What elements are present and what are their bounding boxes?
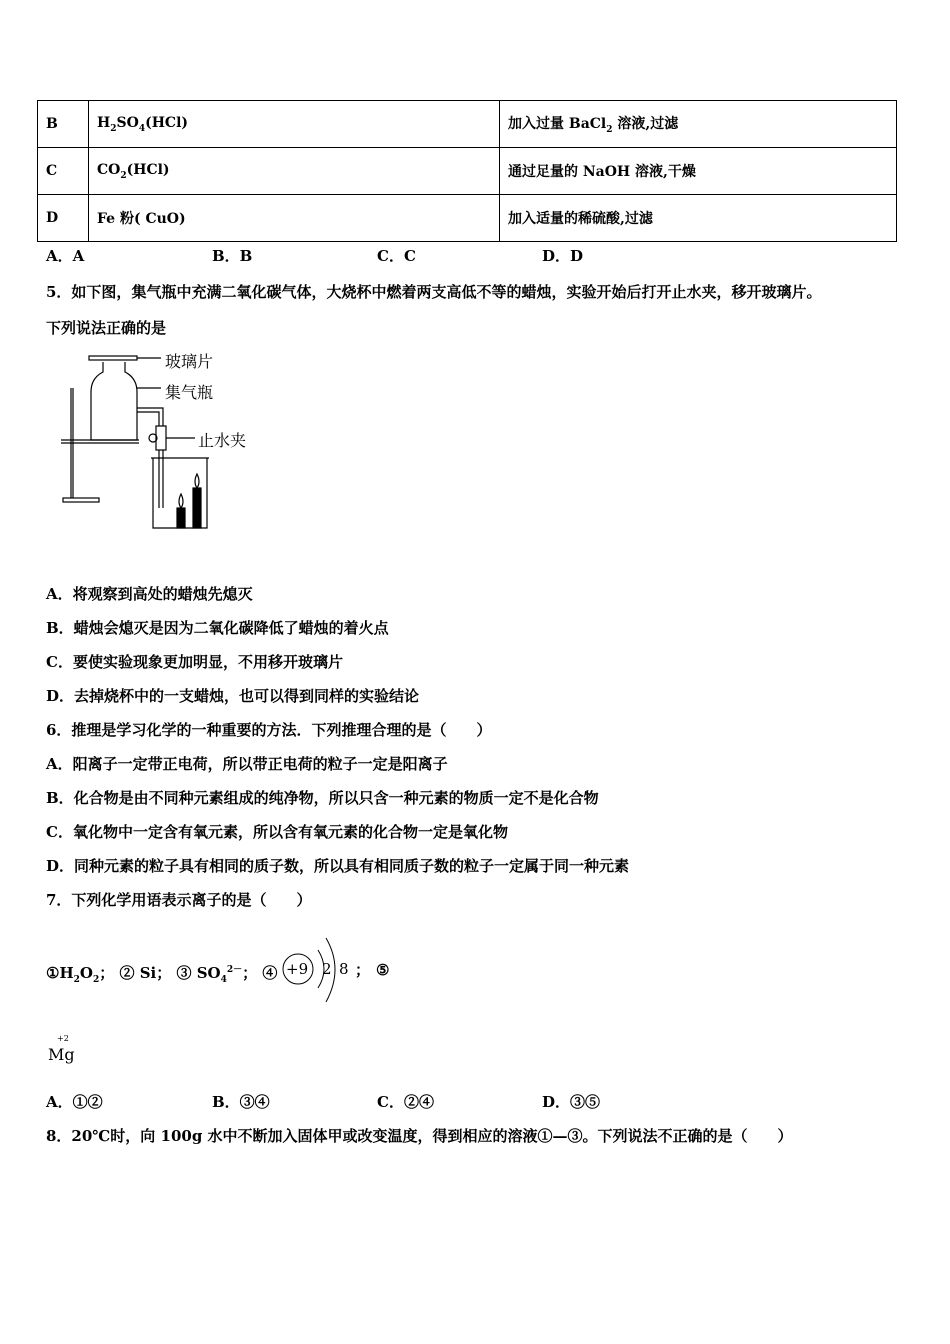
atom-shell2-label: 8 (339, 960, 349, 978)
q6-option-c[interactable]: C．氧化物中一定含有氧元素，所以含有氧元素的化合物一定是氧化物 (46, 823, 508, 841)
q7-stem: 7．下列化学用语表示离子的是（ ） (46, 891, 312, 909)
q6-option-d[interactable]: D．同种元素的粒子具有相同的质子数，所以具有相同质子数的粒子一定属于同一种元素 (46, 857, 630, 875)
q6-stem: 6．推理是学习化学的一种重要的方法．下列推理合理的是（ ） (46, 721, 492, 739)
method-cell: 加入适量的稀硫酸,过滤 (500, 195, 897, 242)
method-cell: 通过足量的 NaOH 溶液,干燥 (500, 148, 897, 195)
q5-option-c[interactable]: C．要使实验现象更加明显，不用移开玻璃片 (46, 653, 343, 671)
options-table (37, 100, 897, 242)
table-row (38, 195, 897, 242)
q8-stem: 8．20℃时，向 100g 水中不断加入固体甲或改变温度，得到相应的溶液①—③。下列说法不正确的是（ ） (46, 1127, 793, 1145)
row-label: D (38, 195, 89, 242)
q5-stem-line2: 下列说法正确的是 (46, 319, 167, 337)
choice-a[interactable]: A．A (46, 247, 85, 265)
choice-c[interactable]: C．C (377, 247, 416, 265)
gas-bottle-shape (91, 362, 137, 440)
substance-cell: Fe 粉( CuO) (89, 195, 500, 242)
substance-cell: $CO_2(HCl)$ (89, 148, 500, 195)
label-gas-bottle: 集气瓶 (165, 383, 214, 402)
q7-sep: ； (355, 961, 371, 979)
label-clamp: 止水夹 (198, 431, 247, 450)
substance-cell: $H_2SO_4(HCl)$ (89, 101, 500, 148)
row-label: B (38, 101, 89, 148)
choice-c[interactable]: C．②④ (377, 1093, 434, 1111)
label-glass-plate: 玻璃片 (165, 352, 214, 371)
q5-stem-line1: 5．如下图，集气瓶中充满二氧化碳气体，大烧杯中燃着两支高低不等的蜡烛，实验开始后打开止水夹，移开玻璃片。 (46, 283, 822, 301)
glass-plate-shape (89, 356, 137, 360)
row-label: C (38, 148, 89, 195)
mg-charge: +2 (57, 1034, 69, 1043)
choice-b[interactable]: B．③④ (212, 1093, 270, 1111)
choice-d[interactable]: D．D (542, 247, 584, 265)
choice-b[interactable]: B．B (212, 247, 253, 265)
q5-option-b[interactable]: B．蜡烛会熄灭是因为二氧化碳降低了蜡烛的着火点 (46, 619, 389, 637)
table-row (38, 148, 897, 195)
choice-a[interactable]: A．①② (46, 1093, 103, 1111)
method-cell: 加入过量 BaCl$_2$ 溶液,过滤 (500, 101, 897, 148)
q5-option-d[interactable]: D．去掉烧杯中的一支蜡烛，也可以得到同样的实验结论 (46, 687, 420, 705)
atom-nucleus-label: +9 (286, 960, 309, 978)
q7-choices (46, 1092, 746, 1112)
table-row (38, 101, 897, 148)
choice-d[interactable]: D．③⑤ (542, 1093, 601, 1111)
mg-symbol: Mg (48, 1045, 75, 1064)
q5-option-a[interactable]: A．将观察到高处的蜡烛先熄灭 (46, 585, 253, 603)
atom-shell1-label: 2 (322, 960, 332, 978)
q7-item5: ⑤ (376, 961, 390, 979)
q7-items: $①H_2O_2$； ② Si； ③ $SO_4^{2-}$； ④ (46, 964, 278, 985)
q4-choices (46, 246, 746, 266)
q6-option-a[interactable]: A．阳离子一定带正电荷，所以带正电荷的粒子一定是阳离子 (46, 755, 448, 773)
q6-option-b[interactable]: B．化合物是由不同种元素组成的纯净物，所以只含一种元素的物质一定不是化合物 (46, 789, 599, 807)
